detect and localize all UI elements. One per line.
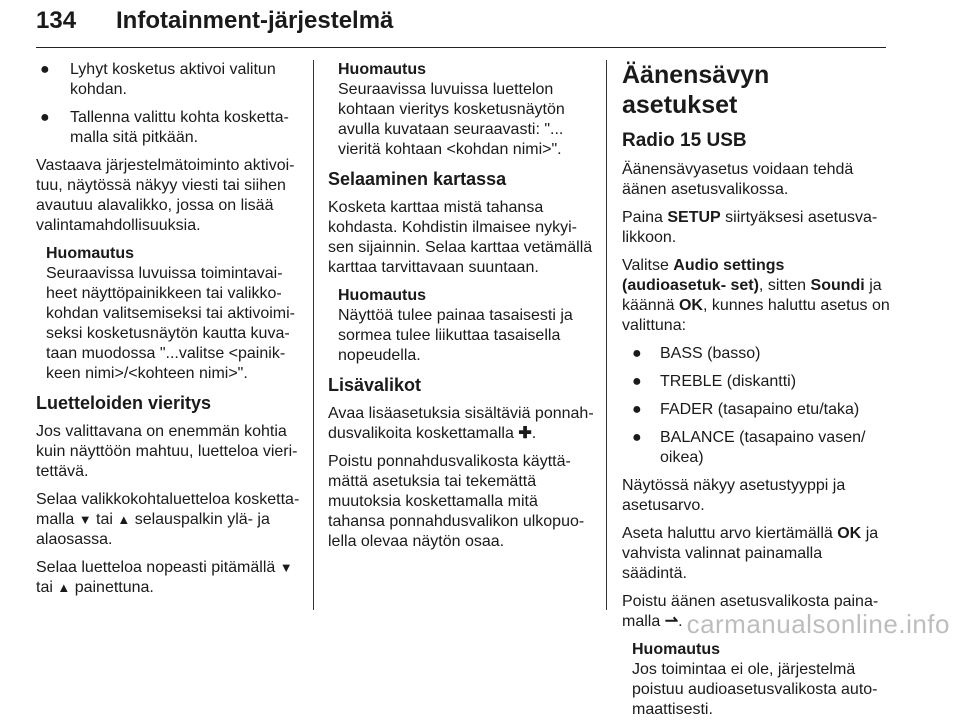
sub-heading: Radio 15 USB bbox=[622, 130, 747, 151]
paragraph: Jos valittavana on enemmän kohtia kuin näyttöön mahtuu, luetteloa vieri- tettävä. bbox=[36, 423, 298, 480]
list-item: ● Lyhyt kosketus aktivoi valitun kohdan. bbox=[36, 60, 302, 100]
page-number: 134 bbox=[36, 7, 77, 34]
paragraph: Vastaava järjestelmätoiminto aktivoi- tuu, näytössä näkyy viesti tai siihen avautuu alavalikko, jossa on lisää valintamahdollisuuksia. bbox=[36, 157, 295, 234]
paragraph: Aseta haluttu arvo kiertämällä OK ja vahvista valinnat painamalla säädintä. bbox=[622, 525, 879, 582]
bullet-icon: ● bbox=[632, 345, 642, 362]
paragraph: Avaa lisäasetuksia sisältäviä ponnah- dusvalikoita koskettamalla ✚. bbox=[328, 405, 594, 442]
list-item: ● TREBLE (diskantti) bbox=[622, 372, 890, 392]
list-item: ● Tallenna valittu kohta kosketta- malla sitä pitkään. bbox=[36, 108, 302, 148]
section-heading: Luetteloiden vieritys bbox=[36, 393, 212, 413]
list-item: ● BALANCE (tasapaino vasen/ oikea) bbox=[622, 428, 890, 468]
page-header bbox=[36, 7, 886, 47]
paragraph: Poistu äänen asetusvalikosta paina- malla ⇀. bbox=[622, 593, 879, 630]
column-1 bbox=[36, 60, 302, 606]
arrow-down-icon: ▼ bbox=[279, 560, 293, 575]
header-rule bbox=[36, 47, 886, 48]
main-heading: Äänensävyn asetukset bbox=[622, 61, 770, 119]
back-icon: ⇀ bbox=[664, 613, 679, 630]
note-text: Jos toimintaa ei ole, järjestelmä poistuu audioasetusvalikosta auto- maattisesti. bbox=[632, 661, 878, 718]
paragraph: Selaa luetteloa nopeasti pitämällä ▼ tai ▲ painettuna. bbox=[36, 559, 293, 596]
bullet-icon: ● bbox=[632, 429, 642, 446]
note-box bbox=[632, 640, 890, 720]
list-item: ● FADER (tasapaino etu/taka) bbox=[622, 400, 890, 420]
page-title: Infotainment-järjestelmä bbox=[116, 7, 394, 34]
note-box bbox=[338, 60, 594, 160]
note-box bbox=[338, 286, 594, 366]
list-item: ● BASS (basso) bbox=[622, 344, 890, 364]
arrow-up-icon: ▲ bbox=[117, 512, 131, 527]
bullet-icon: ● bbox=[40, 61, 50, 78]
plus-icon: ✚ bbox=[518, 425, 532, 442]
bullet-icon: ● bbox=[40, 109, 50, 126]
paragraph: Paina SETUP siirtyäksesi asetusva- likkoon. bbox=[622, 209, 878, 246]
note-heading: Huomautus bbox=[46, 245, 134, 262]
note-heading: Huomautus bbox=[632, 641, 720, 658]
note-box bbox=[46, 244, 302, 384]
note-heading: Huomautus bbox=[338, 287, 426, 304]
paragraph: Valitse Audio settings (audioasetuk- set), sitten Soundi ja käännä OK, kunnes haluttu asetus on valittuna: bbox=[622, 257, 890, 334]
arrow-down-icon: ▼ bbox=[78, 512, 92, 527]
bullet-icon: ● bbox=[632, 401, 642, 418]
column-divider-1 bbox=[313, 60, 314, 610]
note-heading: Huomautus bbox=[338, 61, 426, 78]
paragraph: Poistu ponnahdusvalikosta käyttä- mättä asetuksia tai tekemättä muutoksia koskettamalla mitä tahansa ponnahdusvalikon ulkopuo- lella olevaa näytön osaa. bbox=[328, 453, 585, 550]
paragraph: Kosketa karttaa mistä tahansa kohdasta. Kohdistin ilmaisee nykyi- sen sijainnin. Selaa karttaa vetämällä karttaa tarvittavaan suuntaan. bbox=[328, 199, 593, 276]
note-text: Seuraavissa luvuissa toimintavai- heet näyttöpainikkeen tai valikko- kohdan valitsemiseksi tai aktivoimi- seksi kosketusnäytön kautta kuva- taan muodossa "...valitse <painik- keen nimi>/<kohteen nimi>". bbox=[46, 265, 295, 382]
column-divider-2 bbox=[606, 60, 607, 610]
arrow-up-icon: ▲ bbox=[57, 580, 71, 595]
note-text: Seuraavissa luvuissa luettelon kohtaan vieritys kosketusnäytön avulla kuvataan seuraavasti: "... vieritä kohtaan <kohdan nimi>". bbox=[338, 81, 565, 158]
paragraph: Äänensävyasetus voidaan tehdä äänen asetusvalikossa. bbox=[622, 161, 854, 198]
section-heading: Lisävalikot bbox=[328, 375, 422, 395]
bullet-icon: ● bbox=[632, 373, 642, 390]
section-heading: Selaaminen kartassa bbox=[328, 169, 507, 189]
watermark: carmanualsonline.info bbox=[686, 609, 950, 639]
column-2 bbox=[328, 60, 594, 560]
note-text: Näyttöä tulee painaa tasaisesti ja sormea tulee liikuttaa tasaisella nopeudella. bbox=[338, 307, 573, 364]
paragraph: Näytössä näkyy asetustyyppi ja asetusarvo. bbox=[622, 477, 846, 514]
paragraph: Selaa valikkokohtaluetteloa kosketta- malla ▼ tai ▲ selauspalkin ylä- ja alaosassa. bbox=[36, 491, 300, 548]
